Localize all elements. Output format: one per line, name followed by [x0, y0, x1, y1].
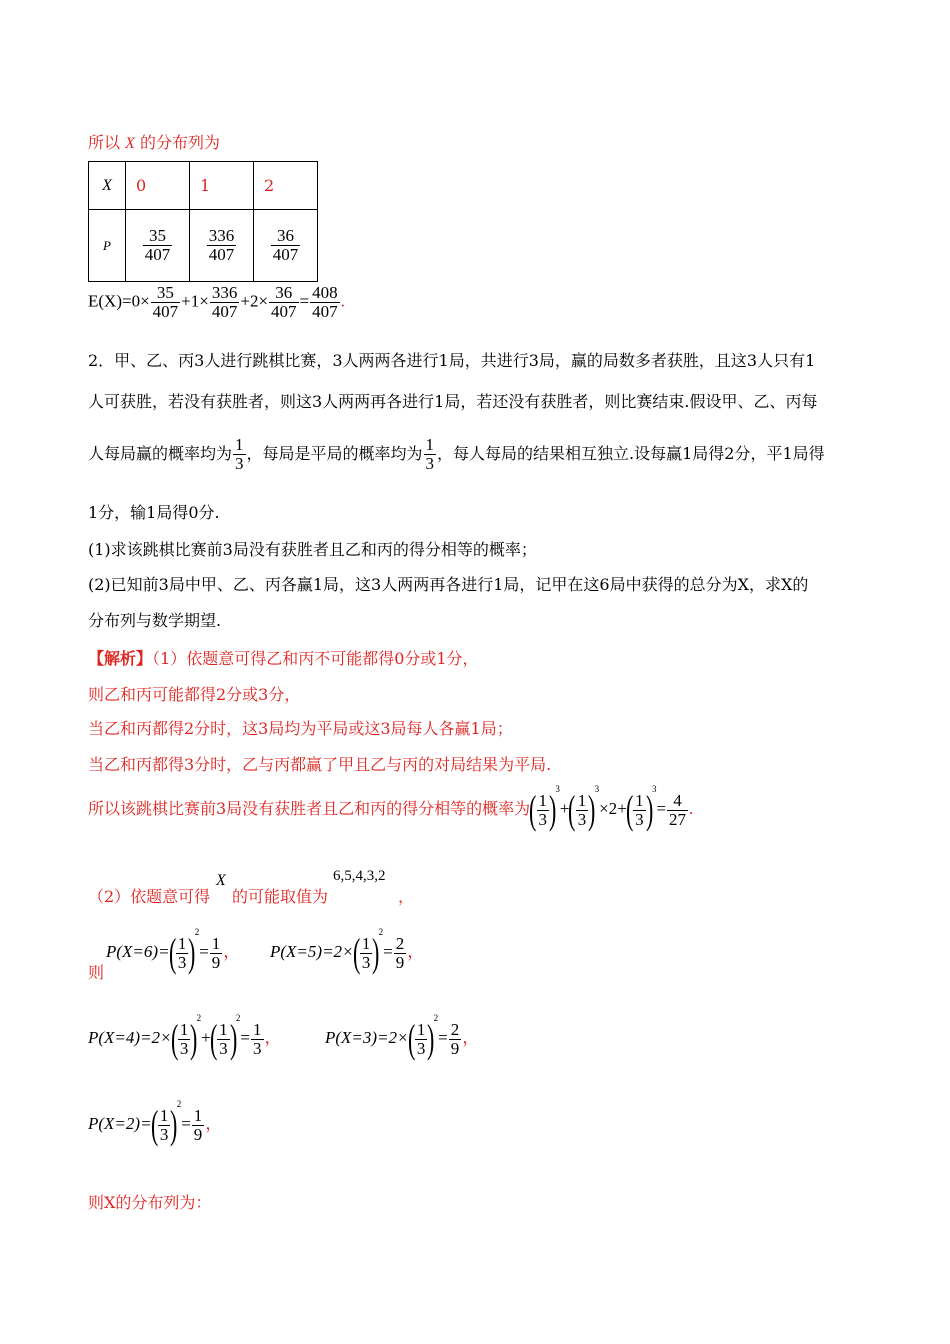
table-x-label: X	[89, 162, 126, 210]
solution-step-1: 【解析】（1）依题意可得乙和丙不可能都得0分或1分，	[88, 649, 479, 668]
solution-values-end: ，	[398, 887, 415, 906]
solution-values: 6,5,4,3,2	[333, 868, 386, 884]
question-1: (1)求该跳棋比赛前3局没有获胜者且乙和丙的得分相等的概率；	[88, 540, 537, 559]
table-x-0: 0	[126, 162, 190, 210]
solution-step-6-var: X	[216, 872, 226, 889]
distribution-table	[88, 161, 318, 282]
p-x-3: P(X=3)=2×( $\frac{1}{3}$ )$^2$= $\frac{2}{9}$ ，	[325, 1013, 480, 1061]
p-x-5: P(X=5)=2×( $\frac{1}{3}$ )$^2$= $\frac{2}{9}$ ，	[270, 927, 425, 975]
p-x-2: P(X=2)=( $\frac{1}{3}$ )$^2$= $\frac{1}{9}$ ，	[88, 1099, 223, 1147]
p-x-4: P(X=4)=2×( $\frac{1}{3}$ )$^2$+( $\frac{1}{3}$ )$^2$= $\frac{1}{3}$ ，	[88, 1013, 282, 1061]
problem-line-2: 人可获胜，若没有获胜者，则这3人两两再各进行1局，若还没有获胜者，则比赛结束.假设甲、乙、丙每	[88, 392, 818, 411]
solution-step-4: 当乙和丙都得3分时，乙与丙都赢了甲且乙与丙的对局结果为平局.	[88, 755, 552, 774]
solution-step-6-tail: 的可能取值为	[232, 887, 329, 906]
solution-step-6: （2）依题意可得	[88, 887, 211, 906]
table-p-0: $\frac{35}{407}$	[126, 210, 190, 282]
solution-step-3: 当乙和丙都得2分时，这3局均为平局或这3局每人各赢1局；	[88, 719, 513, 738]
question-2: (2)已知前3局中甲、乙、丙各赢1局，这3人两两再各进行1局，记甲在这6局中获得的总分为X，求X的	[88, 575, 809, 594]
table-p-label: P	[89, 210, 126, 282]
prev-intro: 所以 X 的分布列为	[88, 133, 220, 152]
p-then: 则	[88, 963, 105, 982]
problem-line-3: 人每局赢的概率均为 $\frac{1}{3}$ ，每局是平局的概率均为 $\frac{1}{3}$ ，每人每局的结果相互独立.设每赢1局得2分，平1局得	[88, 435, 825, 473]
solution-step-5: 所以该跳棋比赛前3局没有获胜者且乙和丙的得分相等的概率为( $\frac{1}{3}$ )$^3$+( $\frac{1}{3}$ )$^3$×2+( $\frac{1}{3}$ )$^3$= $\frac{4}{27}$ .	[88, 784, 694, 832]
table-p-2: $\frac{36}{407}$	[254, 210, 318, 282]
expectation-formula: E(X)=0× $\frac{35}{407}$ +1× $\frac{336}{407}$ +2× $\frac{36}{407}$ = $\frac{408}{407}$ .	[88, 283, 345, 321]
problem-line-1: 2．甲、乙、丙3人进行跳棋比赛，3人两两各进行1局，共进行3局，赢的局数多者获胜，且这3人只有1	[88, 351, 816, 370]
solution-tag: 【解析】	[88, 649, 153, 668]
table-x-2: 2	[254, 162, 318, 210]
p-x-6: P(X=6)=( $\frac{1}{3}$ )$^2$= $\frac{1}{9}$ ，	[106, 927, 241, 975]
problem-line-4: 1分，输1局得0分.	[88, 503, 220, 522]
table-x-1: 1	[190, 162, 254, 210]
solution-step-2: 则乙和丙可能都得2分或3分，	[88, 685, 301, 704]
question-2-cont: 分布列与数学期望.	[88, 611, 222, 630]
final-line: 则X的分布列为：	[88, 1193, 212, 1212]
table-p-1: $\frac{336}{407}$	[190, 210, 254, 282]
